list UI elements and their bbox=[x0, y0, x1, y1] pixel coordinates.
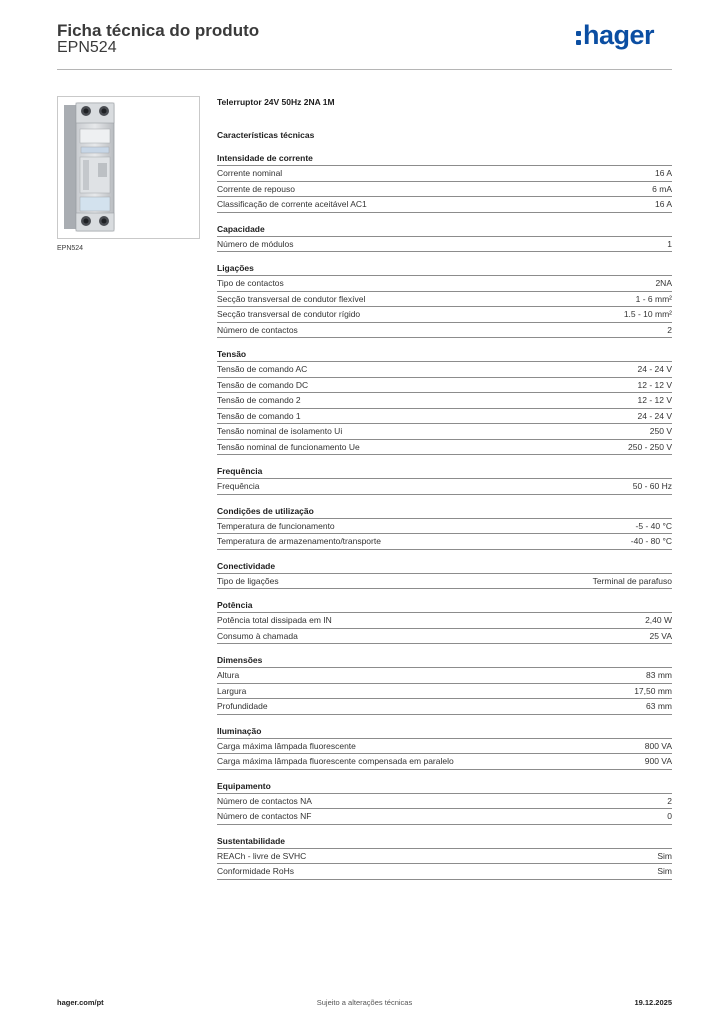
spec-row bbox=[217, 197, 672, 213]
spec-label: Secção transversal de condutor rígido bbox=[217, 309, 361, 319]
spec-row bbox=[217, 668, 672, 684]
spec-row bbox=[217, 393, 672, 409]
spec-section bbox=[217, 599, 672, 644]
spec-row bbox=[217, 629, 672, 645]
spec-value: 16 A bbox=[654, 199, 672, 209]
spec-row bbox=[217, 323, 672, 339]
spec-value: 2NA bbox=[655, 278, 672, 288]
spec-value: 2 bbox=[667, 324, 672, 335]
spec-value: Terminal de parafuso bbox=[592, 575, 672, 586]
spec-value: 6 mA bbox=[652, 183, 672, 194]
spec-label: Corrente nominal bbox=[217, 168, 283, 178]
spec-label: Profundidade bbox=[217, 701, 268, 711]
spec-label: Tensão de comando 1 bbox=[217, 410, 301, 421]
spec-value: 250 V bbox=[649, 426, 672, 436]
spec-section bbox=[217, 262, 672, 338]
spec-content bbox=[217, 96, 672, 890]
spec-value: 24 - 24 V bbox=[637, 410, 672, 421]
spec-label: Altura bbox=[217, 670, 240, 680]
spec-row bbox=[217, 613, 672, 629]
section-title: Tensão bbox=[217, 348, 672, 362]
spec-label: Classificação de corrente aceitável AC1 bbox=[217, 199, 367, 209]
spec-section bbox=[217, 505, 672, 550]
footer-note: Sujeito a alterações técnicas bbox=[316, 998, 413, 1007]
spec-label: Consumo à chamada bbox=[217, 630, 298, 641]
section-title: Equipamento bbox=[217, 780, 672, 794]
spec-label: Carga máxima lâmpada fluorescente compensada em paralelo bbox=[217, 756, 454, 766]
spec-row bbox=[217, 307, 672, 323]
footer-website[interactable]: hager.com/pt bbox=[57, 998, 104, 1007]
spec-label: Secção transversal de condutor flexível bbox=[217, 293, 366, 304]
spec-row bbox=[217, 409, 672, 425]
spec-row bbox=[217, 362, 672, 378]
section-title: Iluminação bbox=[217, 725, 672, 739]
spec-row bbox=[217, 519, 672, 535]
logo-dots-icon bbox=[576, 29, 581, 47]
spec-value: 12 - 12 V bbox=[637, 395, 672, 405]
section-title: Sustentabilidade bbox=[217, 835, 672, 849]
spec-value: -40 - 80 °C bbox=[630, 536, 672, 546]
spec-sections bbox=[217, 152, 672, 880]
product-description: Telerruptor 24V 50Hz 2NA 1M bbox=[217, 97, 335, 107]
spec-value: 24 - 24 V bbox=[637, 364, 672, 374]
spec-label: Tensão de comando AC bbox=[217, 364, 308, 374]
section-title: Frequência bbox=[217, 465, 672, 479]
spec-label: Largura bbox=[217, 685, 247, 696]
spec-row bbox=[217, 684, 672, 700]
spec-row bbox=[217, 534, 672, 550]
spec-value: 0 bbox=[667, 811, 672, 821]
spec-row bbox=[217, 378, 672, 394]
spec-label: Conformidade RoHs bbox=[217, 866, 295, 876]
spec-row bbox=[217, 849, 672, 865]
spec-label: Frequência bbox=[217, 481, 260, 491]
spec-label: Carga máxima lâmpada fluorescente bbox=[217, 740, 356, 751]
spec-value: 83 mm bbox=[646, 670, 672, 680]
spec-row bbox=[217, 739, 672, 755]
spec-value: 250 - 250 V bbox=[628, 441, 672, 452]
spec-section bbox=[217, 654, 672, 715]
section-title: Intensidade de corrente bbox=[217, 152, 672, 166]
section-title: Condições de utilização bbox=[217, 505, 672, 519]
spec-value: 1 bbox=[667, 238, 672, 249]
section-title: Capacidade bbox=[217, 223, 672, 237]
spec-label: REACh - livre de SVHC bbox=[217, 850, 307, 861]
spec-label: Temperatura de funcionamento bbox=[217, 520, 335, 531]
spec-label: Número de contactos NA bbox=[217, 795, 312, 806]
section-title: Ligações bbox=[217, 262, 672, 276]
spec-row bbox=[217, 424, 672, 440]
hager-logo bbox=[576, 20, 654, 50]
spec-label: Tensão nominal de isolamento Ui bbox=[217, 426, 343, 436]
spec-value: 25 VA bbox=[649, 630, 672, 641]
spec-value: 2 bbox=[667, 795, 672, 806]
spec-value: 17,50 mm bbox=[634, 685, 672, 696]
spec-row bbox=[217, 754, 672, 770]
spec-label: Potência total dissipada em IN bbox=[217, 615, 332, 625]
spec-section bbox=[217, 223, 672, 253]
spec-row bbox=[217, 864, 672, 880]
spec-row bbox=[217, 479, 672, 495]
spec-value: 1 - 6 mm² bbox=[635, 293, 672, 304]
logo-text: hager bbox=[582, 20, 654, 50]
spec-section bbox=[217, 348, 672, 455]
product-code: EPN524 bbox=[57, 39, 117, 56]
spec-row bbox=[217, 182, 672, 198]
spec-row bbox=[217, 794, 672, 810]
spec-section bbox=[217, 560, 672, 590]
spec-section bbox=[217, 152, 672, 213]
spec-value: 50 - 60 Hz bbox=[632, 481, 672, 491]
spec-value: 16 A bbox=[654, 168, 672, 178]
spec-value: 2,40 W bbox=[645, 615, 672, 625]
section-title: Conectividade bbox=[217, 560, 672, 574]
spec-row bbox=[217, 166, 672, 182]
spec-row bbox=[217, 809, 672, 825]
spec-label: Número de contactos NF bbox=[217, 811, 312, 821]
spec-label: Tensão nominal de funcionamento Ue bbox=[217, 441, 360, 452]
spec-label: Tensão de comando DC bbox=[217, 379, 309, 390]
spec-row bbox=[217, 292, 672, 308]
spec-label: Tipo de ligações bbox=[217, 575, 279, 586]
spec-row bbox=[217, 276, 672, 292]
spec-section bbox=[217, 465, 672, 495]
spec-value: Sim bbox=[657, 866, 672, 876]
spec-row bbox=[217, 699, 672, 715]
spec-row bbox=[217, 574, 672, 590]
spec-value: -5 - 40 °C bbox=[635, 520, 672, 531]
page-header bbox=[57, 20, 672, 70]
spec-value: 800 VA bbox=[644, 740, 672, 751]
spec-value: 1.5 - 10 mm² bbox=[623, 309, 672, 319]
spec-section bbox=[217, 725, 672, 770]
spec-label: Número de módulos bbox=[217, 238, 294, 249]
spec-value: Sim bbox=[657, 850, 672, 861]
spec-value: 12 - 12 V bbox=[637, 379, 672, 390]
spec-section bbox=[217, 835, 672, 880]
spec-section bbox=[217, 780, 672, 825]
image-caption: EPN524 bbox=[57, 245, 84, 252]
spec-value: 900 VA bbox=[644, 756, 672, 766]
section-title: Dimensões bbox=[217, 654, 672, 668]
spec-label: Tensão de comando 2 bbox=[217, 395, 301, 405]
spec-row bbox=[217, 237, 672, 253]
spec-value: 63 mm bbox=[646, 701, 672, 711]
section-title: Potência bbox=[217, 599, 672, 613]
spec-label: Número de contactos bbox=[217, 324, 298, 335]
spec-row bbox=[217, 440, 672, 456]
spec-label: Corrente de repouso bbox=[217, 183, 295, 194]
product-image bbox=[57, 96, 200, 239]
modular-device-illustration bbox=[58, 97, 199, 238]
spec-label: Tipo de contactos bbox=[217, 278, 284, 288]
footer-date: 19.12.2025 bbox=[634, 998, 672, 1007]
page-title: Ficha técnica do produto bbox=[57, 21, 260, 40]
spec-label: Temperatura de armazenamento/transporte bbox=[217, 536, 381, 546]
tech-characteristics-title: Características técnicas bbox=[217, 130, 315, 140]
